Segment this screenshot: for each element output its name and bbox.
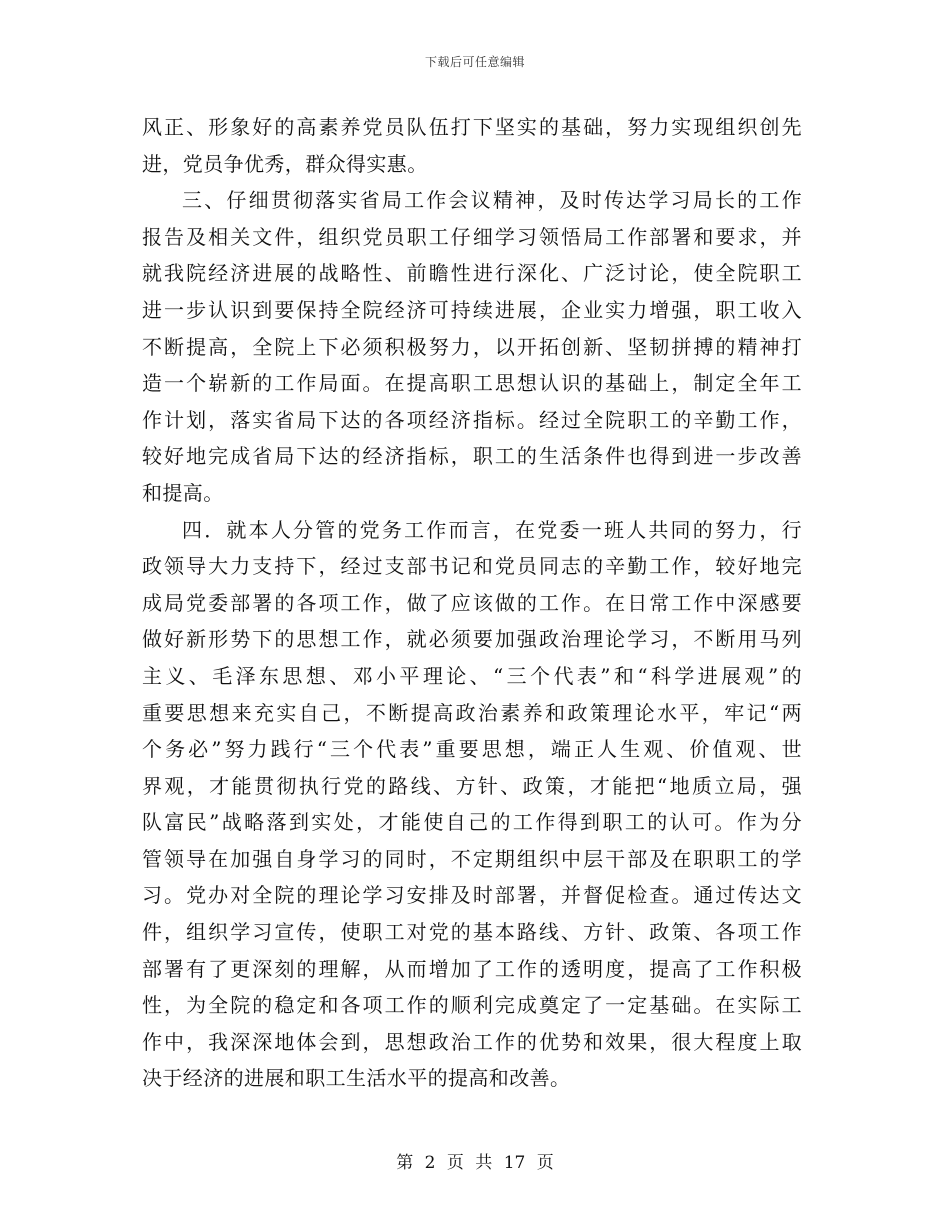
text-line: 队富民”战略落到实处，才能使自己的工作得到职工的认可。作为分 [142, 810, 802, 835]
text-line: 个务必”努力践行“三个代表”重要思想，端正人生观、价值观、世 [142, 737, 802, 762]
document-body [142, 109, 802, 1097]
text-line: 成局党委部署的各项工作，做了应该做的工作。在日常工作中深感要 [142, 590, 802, 615]
text-line: 风正、形象好的高素养党员队伍打下坚实的基础，努力实现组织创先 [142, 115, 802, 139]
text-line: 做好新形势下的思想工作，就必须要加强政治理论学习，不断用马列 [142, 627, 802, 652]
text-line: 界观，才能贯彻执行党的路线、方针、政策，才能把“地质立局，强 [142, 773, 802, 798]
text-line: 作计划，落实省局下达的各项经济指标。经过全院职工的辛勤工作， [142, 407, 802, 432]
text-line: 性，为全院的稳定和各项工作的顺利完成奠定了一定基础。在实际工 [142, 993, 802, 1018]
text-line: 四．就本人分管的党务工作而言，在党委一班人共同的努力，行 [182, 517, 802, 542]
text-line: 就我院经济进展的战略性、前瞻性进行深化、广泛讨论，使全院职工 [142, 261, 802, 286]
text-line: 进，党员争优秀，群众得实惠。 [142, 151, 428, 176]
text-line: 管领导在加强自身学习的同时，不定期组织中层干部及在职职工的学 [142, 846, 802, 871]
text-line: 和提高。 [142, 480, 224, 505]
text-line: 进一步认识到要保持全院经济可持续进展，企业实力增强，职工收入 [142, 297, 802, 322]
text-line: 部署有了更深刻的理解，从而增加了工作的透明度，提高了工作积极 [142, 956, 802, 981]
text-line: 决于经济的进展和职工生活水平的提高和改善。 [142, 1066, 571, 1091]
text-line: 不断提高，全院上下必须积极努力，以开拓创新、坚韧拼搏的精神打 [142, 334, 802, 359]
text-line: 件，组织学习宣传，使职工对党的基本路线、方针、政策、各项工作 [142, 920, 802, 945]
header-note: 下载后可任意编辑 [424, 55, 525, 69]
text-line: 主义、毛泽东思想、邓小平理论、“三个代表”和“科学进展观”的 [142, 663, 802, 688]
page-footer: 第 2 页 共 17 页 [396, 1153, 554, 1173]
text-line: 报告及相关文件，组织党员职工仔细学习领悟局工作部署和要求，并 [142, 224, 802, 249]
text-line: 作中，我深深地体会到，思想政治工作的优势和效果，很大程度上取 [142, 1029, 802, 1054]
text-line: 造一个崭新的工作局面。在提高职工思想认识的基础上，制定全年工 [142, 371, 802, 396]
text-line: 重要思想来充实自己，不断提高政治素养和政策理论水平，牢记“两 [142, 700, 802, 725]
text-line: 三、仔细贯彻落实省局工作会议精神，及时传达学习局长的工作 [182, 188, 802, 213]
text-line: 较好地完成省局下达的经济指标，职工的生活条件也得到进一步改善 [142, 444, 802, 469]
text-line: 政领导大力支持下，经过支部书记和党员同志的辛勤工作，较好地完 [142, 554, 802, 579]
text-line: 习。党办对全院的理论学习安排及时部署，并督促检查。通过传达文 [142, 883, 802, 908]
